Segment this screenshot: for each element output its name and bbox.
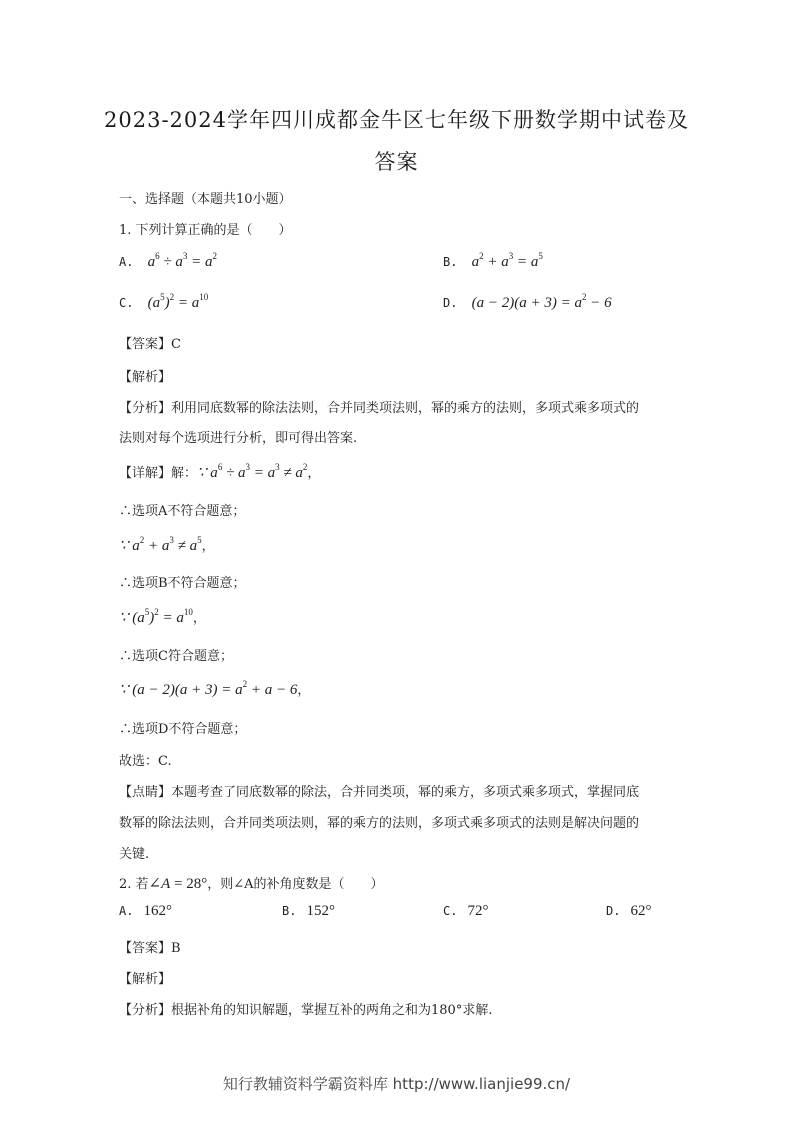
- doc-title-line1: 2023-2024学年四川成都金牛区七年级下册数学期中试卷及: [104, 108, 689, 132]
- q2-option-c-value: 72°: [467, 903, 489, 919]
- q1-analysis-line1: 【分析】利用同底数幂的除法法则，合并同类项法则，幂的乘方的法则，多项式乘多项式的: [119, 401, 640, 416]
- q2-stem-prefix: 2. 若: [119, 877, 149, 892]
- q1-conclusion-d: ∴选项D不符合题意；: [119, 722, 247, 737]
- q1-option-c-formula: $(a^5)^2 = a^{10}$: [147, 292, 209, 311]
- q1-conclusion-b: ∴选项B不符合题意；: [119, 576, 246, 591]
- q2-option-d: D. 62°: [606, 903, 652, 919]
- q1-conclusion-c: ∴选项C符合题意；: [119, 649, 233, 664]
- q2-stem: 2. 若∠A = 28°，则∠A的补角度数是（ ）: [119, 876, 384, 892]
- q1-detail-b: ∵ $a^2 + a^3 \ne a^5$，: [119, 535, 215, 554]
- q1-option-b: [443, 251, 543, 271]
- q2-option-b-value: 152°: [306, 903, 335, 919]
- q1-detail-prefix: 【详解】解：: [119, 466, 198, 481]
- q1-option-a-formula: $a^6 \div a^3 = a^2$: [147, 251, 217, 270]
- q2-answer: 【答案】B: [119, 941, 181, 956]
- q1-detail-d: ∵ $(a - 2)(a + 3) = a^2 + a - 6$，: [119, 679, 311, 698]
- q1-option-b-label: B.: [443, 255, 458, 269]
- q1-answer: 【答案】C: [119, 337, 181, 352]
- q2-option-c: C. 72°: [443, 903, 489, 919]
- q1-option-c: [119, 292, 209, 312]
- q2-jiexi: 【解析】: [119, 972, 172, 987]
- q1-option-d-label: D.: [443, 296, 458, 310]
- q1-analysis-line2: 法则对每个选项进行分析，即可得出答案.: [119, 431, 358, 446]
- q1-option-d: [443, 292, 612, 312]
- q1-choose: 故选：C.: [119, 754, 172, 769]
- q1-detail-c: ∵ $(a^5)^2 = a^{10}$，: [119, 607, 206, 626]
- section-heading: 一、选择题（本题共10小题）: [119, 192, 292, 207]
- q1-stem: 1. 下列计算正确的是（ ）: [119, 223, 292, 238]
- q1-option-d-formula: $(a - 2)(a + 3) = a^2 - 6$: [471, 292, 612, 311]
- q1-option-c-label: C.: [119, 296, 134, 310]
- q1-jiexi: 【解析】: [119, 370, 172, 385]
- q2-option-a-value: 162°: [143, 903, 172, 919]
- q2-option-a: A. 162°: [119, 903, 172, 919]
- q1-option-b-formula: $a^2 + a^3 = a^5$: [471, 251, 543, 270]
- q2-stem-suffix: ，则∠A的补角度数是（ ）: [207, 877, 384, 892]
- q2-analysis: 【分析】根据补角的知识解题，掌握互补的两角之和为180°求解.: [119, 1003, 493, 1018]
- doc-title-line2: 答案: [374, 150, 419, 174]
- q1-detail-a: 【详解】解：∵ $a^6 \div a^3 = a^3 \ne a^2$，: [119, 462, 321, 481]
- q2-option-d-value: 62°: [630, 903, 652, 919]
- page-footer: 知行教辅资料学霸资料库 http://www.lianjie99.cn/: [222, 1075, 571, 1093]
- q1-option-a: [119, 251, 217, 271]
- q1-comment-line1: 【点睛】本题考查了同底数幂的除法，合并同类项，幂的乘方，多项式乘多项式，掌握同底: [119, 785, 640, 800]
- q1-option-a-label: A.: [119, 255, 134, 269]
- q2-option-b: B. 152°: [282, 903, 335, 919]
- q1-comment-line2: 数幂的除法法则，合并同类项法则，幂的乘方的法则，多项式乘多项式的法则是解决问题的: [119, 816, 640, 831]
- q1-conclusion-a: ∴选项A不符合题意；: [119, 504, 246, 519]
- q1-comment-line3: 关键.: [119, 847, 150, 862]
